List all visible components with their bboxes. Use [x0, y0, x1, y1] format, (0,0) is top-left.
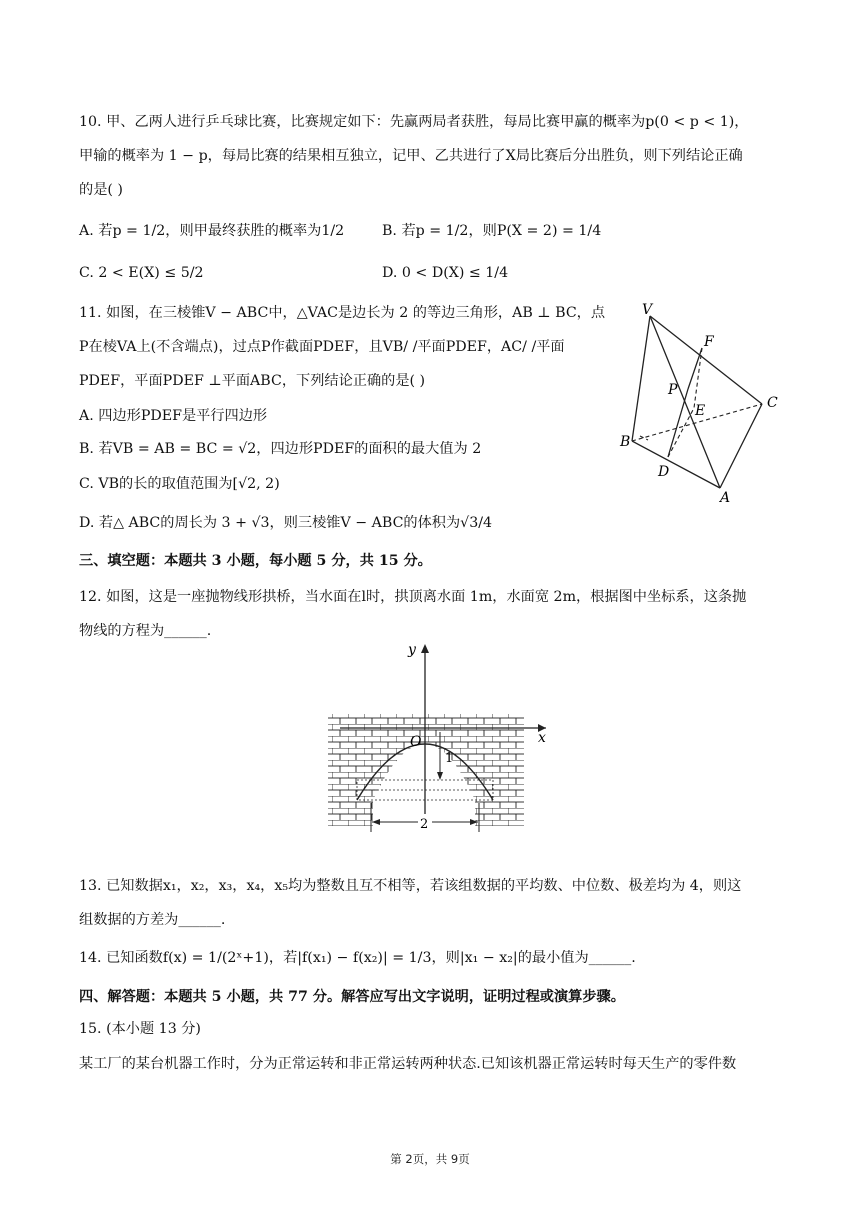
q12-stem-line1: 12. 如图，这是一座抛物线形拱桥，当水面在l时，拱顶离水面 1m，水面宽 2m，根据图中坐标系，这条抛: [79, 589, 747, 605]
label-p: P: [668, 382, 678, 398]
q10-stem-line2: 甲输的概率为 1 − p，每局比赛的结果相互独立，记甲、乙共进行了X局比赛后分出胜负，则下列结论正确: [79, 148, 743, 164]
label-height: 1: [445, 751, 454, 766]
q11-stem-line3: PDEF，平面PDEF ⊥平面ABC，下列结论正确的是( ): [79, 373, 426, 389]
label-a: A: [720, 490, 731, 506]
q10-option-c: C. 2 < E(X) ≤ 5/2: [79, 265, 204, 281]
q13-stem-line1: 13. 已知数据x₁，x₂，x₃，x₄，x₅均为整数且互不相等，若该组数据的平均数、中位数、极差均为 4，则这: [79, 878, 742, 894]
page-footer: 第 2页，共 9页: [390, 1152, 470, 1166]
q10-stem-line1: 10. 甲、乙两人进行乒乓球比赛，比赛规定如下：先赢两局者获胜，每局比赛甲赢的概率为p(0 < p < 1)，: [79, 114, 749, 130]
q14-stem: 14. 已知函数f(x) = 1/(2ˣ+1)，若|f(x₁) − f(x₂)| = 1/3，则|x₁ − x₂|的最小值为______.: [79, 950, 636, 966]
label-e: E: [695, 403, 706, 419]
section3-heading: 三、填空题：本题共 3 小题，每小题 5 分，共 15 分。: [79, 553, 432, 569]
q11-stem-line2: P在棱VA上(不含端点)，过点P作截面PDEF，且VB/ /平面PDEF，AC/ /平面: [79, 339, 565, 355]
label-origin: O: [410, 734, 422, 750]
q11-stem-line1: 11. 如图，在三棱锥V − ABC中，△VAC是边长为 2 的等边三角形，AB ⊥ BC，点: [79, 305, 606, 321]
tetrahedron-figure: [612, 296, 792, 506]
label-d: D: [658, 464, 670, 480]
q11-option-a: A. 四边形PDEF是平行四边形: [79, 408, 268, 424]
q15-stem-line1: 某工厂的某台机器工作时，分为正常运转和非正常运转两种状态.已知该机器正常运转时每天生产的零件数: [79, 1056, 737, 1072]
q11-option-c: C. VB的长的取值范围为[√2, 2): [79, 476, 280, 492]
arch-bridge-figure: [300, 640, 560, 840]
label-y-axis: y: [408, 642, 416, 658]
q12-stem-line2: 物线的方程为______.: [79, 623, 212, 639]
q11-option-b: B. 若VB = AB = BC = √2，四边形PDEF的面积的最大值为 2: [79, 441, 482, 457]
q10-option-a: A. 若p = 1/2，则甲最终获胜的概率为1/2: [79, 223, 345, 239]
label-f: F: [704, 334, 714, 350]
section4-heading: 四、解答题：本题共 5 小题，共 77 分。解答应写出文字说明，证明过程或演算步骤。: [79, 989, 625, 1005]
q10-stem-line3: 的是( ): [79, 182, 123, 198]
q11-option-d: D. 若△ ABC的周长为 3 + √3，则三棱锥V − ABC的体积为√3/4: [79, 515, 493, 531]
label-b: B: [620, 434, 631, 450]
q10-option-b: B. 若p = 1/2，则P(X = 2) = 1/4: [382, 223, 602, 239]
q15-title: 15. (本小题 13 分): [79, 1021, 201, 1037]
q13-stem-line2: 组数据的方差为______.: [79, 912, 226, 928]
label-width: 2: [420, 817, 429, 832]
label-c: C: [767, 395, 778, 411]
label-v: V: [642, 302, 653, 318]
label-x-axis: x: [538, 730, 546, 746]
q10-option-d: D. 0 < D(X) ≤ 1/4: [382, 265, 509, 281]
